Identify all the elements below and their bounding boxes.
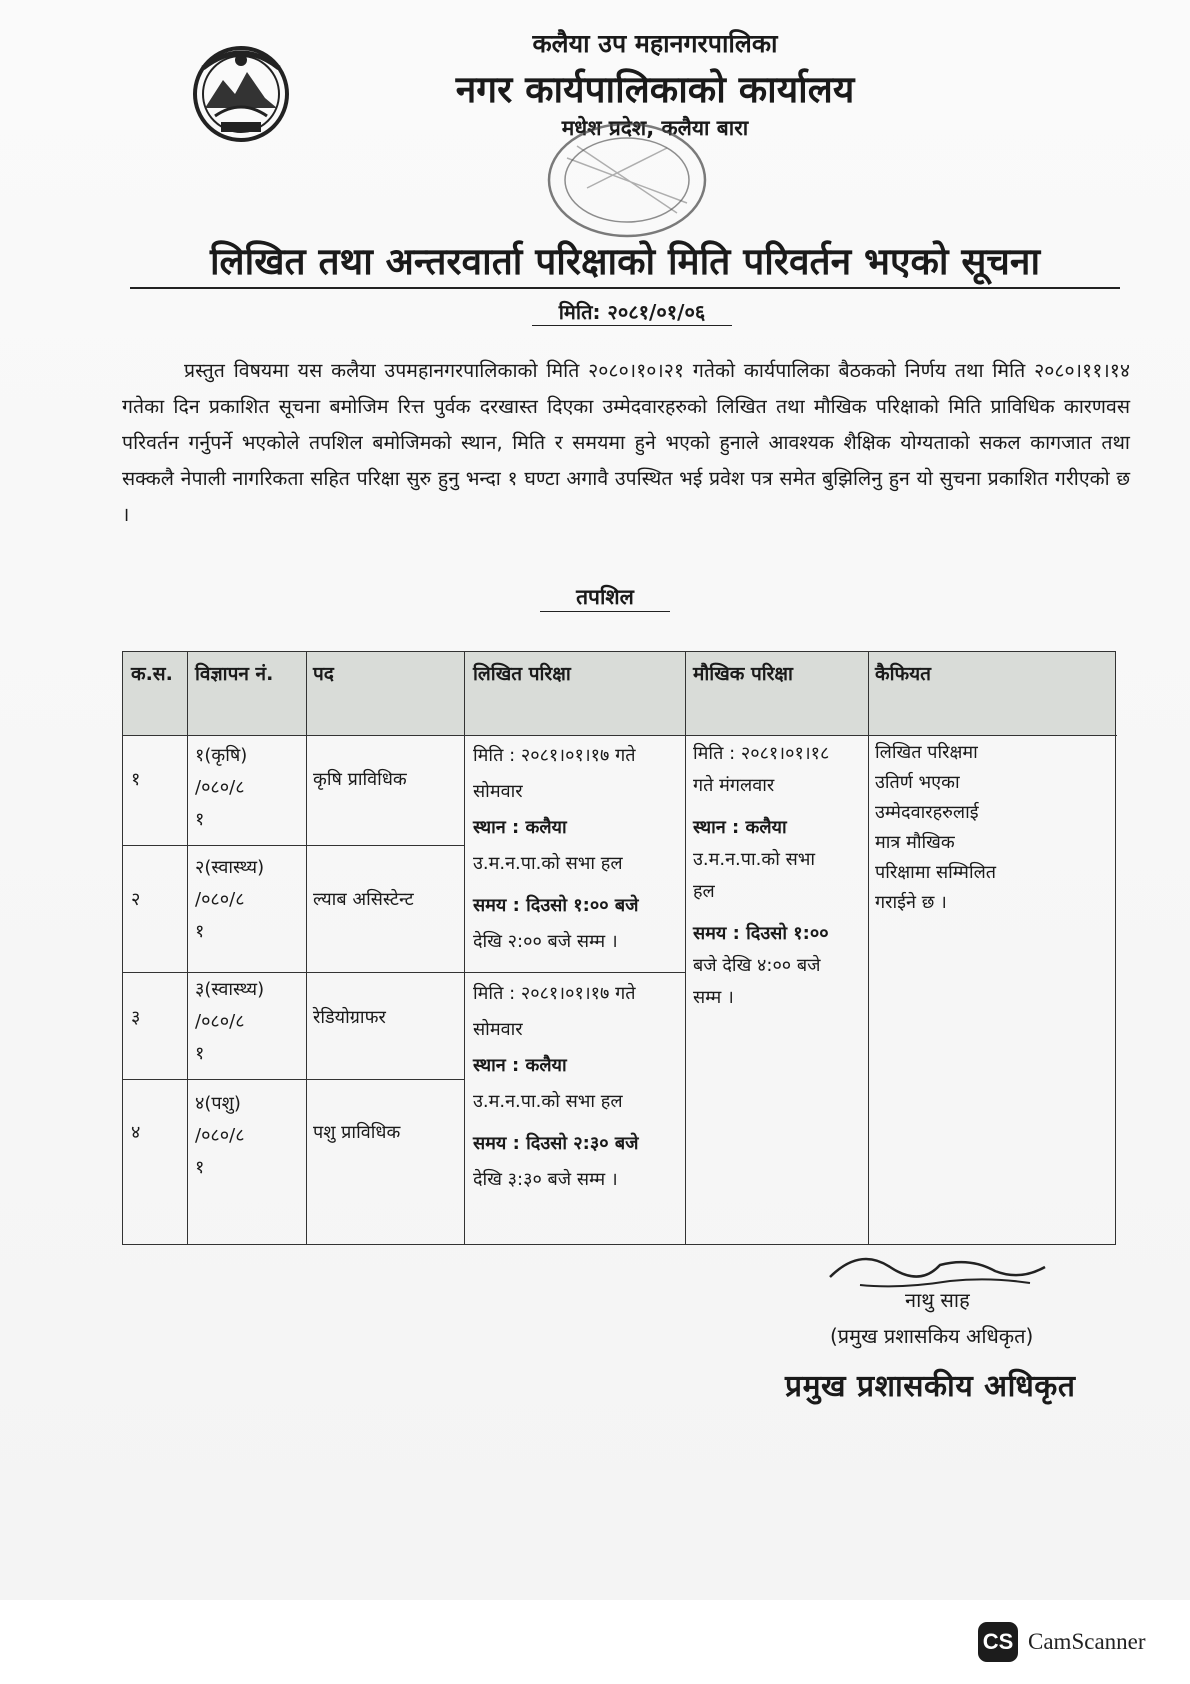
oral-exam-block (693, 738, 829, 1014)
municipality-name: कलैया उप महानगरपालिका (532, 29, 778, 58)
details-heading: तपशिल (540, 583, 670, 612)
row-4-adv-line1: ४(पशु) (195, 1093, 241, 1114)
written-exam-block-2 (473, 976, 638, 1198)
row-divider (123, 845, 464, 846)
office-round-stamp (527, 118, 717, 248)
row-1-sn: १ (131, 769, 141, 790)
oral-time-mid: बजे देखि ४:०० बजे (693, 955, 821, 976)
column-divider (306, 652, 307, 1244)
written-1-time-end: देखि २:०० बजे सम्म । (473, 931, 618, 952)
written-2-place: स्थान : कलैया (473, 1055, 567, 1076)
oral-time: समय : दिउसो १:०० (693, 923, 829, 944)
camscanner-label: CamScanner (1028, 1629, 1146, 1654)
oral-venue-end: हल (693, 881, 715, 902)
row-4-adv-line2: /०८०/८ (195, 1125, 245, 1146)
notice-body: प्रस्तुत विषयमा यस कलैया उपमहानगरपालिकाको मिति २०८०।१०।२१ गतेको कार्यपालिका बैठकको निर्णय तथा मिति २०८०।११।१४ गतेका दिन प्रकाशित सूचना बमोजिम रित्त पुर्वक दरखास्त दिएका उम्मेदवारहरुको लिखित तथा मौखिक परिक्षाको मिति प्राविधिक कारणवस परिवर्तन गर्नुपर्ने भएकोले तपशिल बमोजिमको स्थान, मिति र समयमा हुने भएको हुनाले आवश्यक शैक्षिक योग्यताको सकल कागजात तथा सक्कलै नेपाली नागरिकता सहित परिक्षा सुरु हुनु भन्दा १ घण्टा अगावै उपस्थित भई प्रवेश पत्र समेत बुझिलिनु हुन यो सुचना प्रकाशित गरीएको छ । (122, 359, 1130, 526)
written-1-date: मिति : २०८१।०१।१७ गते (473, 745, 636, 766)
row-2-sn: २ (131, 889, 141, 910)
remarks-line: परिक्षामा सम्मिलित (875, 862, 997, 883)
written-exam-block-1 (473, 738, 638, 960)
header-sn: क.स. (131, 663, 173, 685)
column-divider (685, 652, 686, 1244)
row-3-adv-line3: १ (195, 1043, 205, 1064)
signatory-title: (प्रमुख प्रशासकिय अधिकृत) (830, 1324, 1034, 1348)
signatory-name: नाथु साह (905, 1288, 970, 1312)
row-3-adv-line1: ३(स्वास्थ्य) (195, 979, 265, 1000)
designation-stamp: प्रमुख प्रशासकीय अधिकृत (785, 1369, 1076, 1404)
camscanner-logo-icon: CS (978, 1622, 1018, 1662)
written-1-time: समय : दिउसो १:०० बजे (473, 895, 639, 916)
remarks-line: उतिर्ण भएका (875, 772, 960, 793)
written-2-time-end: देखि ३:३० बजे सम्म । (473, 1169, 618, 1190)
row-divider (123, 1079, 464, 1080)
oral-place: स्थान : कलैया (693, 817, 787, 838)
oral-venue: उ.म.न.पा.को सभा (693, 849, 816, 870)
row-3-adv (195, 974, 264, 1070)
remarks-line: गराईने छ । (875, 892, 947, 913)
row-4-adv-line3: १ (195, 1157, 205, 1178)
column-divider (464, 652, 465, 1244)
office-address: मधेश प्रदेश, कलैया बारा (561, 116, 749, 140)
written-1-venue: उ.म.न.पा.को सभा हल (473, 853, 623, 874)
header-remarks: कैफियत (875, 663, 932, 685)
office-name: नगर कार्यपालिकाको कार्यालय (455, 68, 855, 111)
remarks-block (875, 738, 996, 918)
row-2-adv-line2: /०८०/८ (195, 889, 245, 910)
row-1-adv-line2: /०८०/८ (195, 777, 245, 798)
row-1-adv (195, 740, 247, 836)
row-3-post: रेडियोग्राफर (313, 1007, 386, 1028)
oral-date: मिति : २०८१।०१।१८ (693, 743, 830, 764)
header-advertisement-no: विज्ञापन नं. (195, 663, 274, 685)
header-post: पद (313, 663, 334, 685)
remarks-line: मात्र मौखिक (875, 832, 955, 853)
row-3-sn: ३ (131, 1007, 141, 1028)
row-4-adv (195, 1088, 245, 1184)
row-divider (123, 972, 685, 973)
notice-title: लिखित तथा अन्तरवार्ता परिक्षाको मिति परिवर्तन भएको सूचना (130, 234, 1120, 289)
row-2-adv-line3: १ (195, 921, 205, 942)
written-2-time: समय : दिउसो २:३० बजे (473, 1133, 639, 1154)
remarks-line: उम्मेदवारहरुलाई (875, 802, 979, 823)
oral-day: गते मंगलवार (693, 775, 775, 796)
written-2-venue: उ.म.न.पा.को सभा हल (473, 1091, 623, 1112)
row-3-adv-line2: /०८०/८ (195, 1011, 245, 1032)
remarks-line: लिखित परिक्षमा (875, 742, 978, 763)
row-1-adv-line3: १ (195, 809, 205, 830)
written-1-day: सोमवार (473, 781, 523, 802)
notice-date: मिति: २०८१/०१/०६ (532, 298, 732, 326)
row-2-adv-line1: २(स्वास्थ्य) (195, 857, 265, 878)
written-1-place: स्थान : कलैया (473, 817, 567, 838)
written-2-date: मिति : २०८१।०१।१७ गते (473, 983, 636, 1004)
header-written-exam: लिखित परिक्षा (473, 663, 571, 685)
exam-schedule-table (122, 651, 1116, 1245)
column-divider (868, 652, 869, 1244)
written-2-day: सोमवार (473, 1019, 523, 1040)
row-4-sn: ४ (131, 1122, 141, 1143)
oral-time-end: सम्म । (693, 987, 734, 1008)
row-1-adv-line1: १(कृषि) (195, 745, 248, 766)
header-oral-exam: मौखिक परिक्षा (693, 663, 793, 685)
camscanner-watermark (978, 1622, 1146, 1662)
header-bottom-border (123, 735, 1117, 736)
row-2-post: ल्याब असिस्टेन्ट (313, 889, 414, 910)
row-4-post: पशु प्राविधिक (313, 1122, 401, 1143)
row-2-adv (195, 852, 264, 948)
row-1-post: कृषि प्राविधिक (313, 769, 407, 790)
column-divider (187, 652, 188, 1244)
